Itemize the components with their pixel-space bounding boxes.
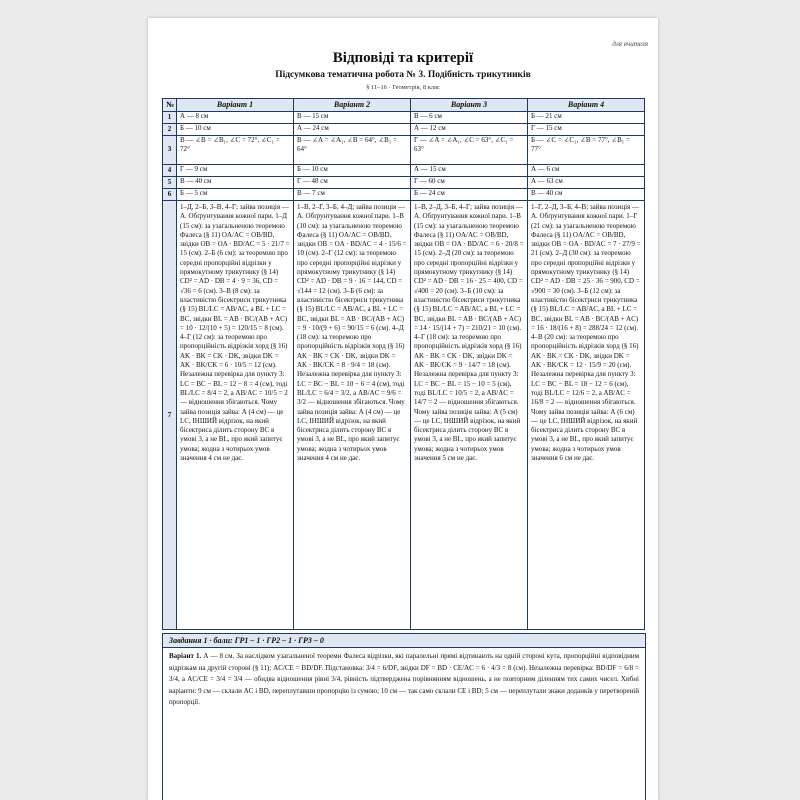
- row-number: 4: [163, 165, 177, 177]
- row-number: 7: [163, 201, 177, 630]
- page-meta: § 11–16 · Геометрія, 8 клас: [366, 84, 440, 91]
- criteria-box: [162, 633, 646, 800]
- answer-cell: Б — 10 см: [177, 124, 294, 136]
- answer-cell: В — 7 см: [294, 189, 411, 201]
- criteria-heading: Завдання 1 · бали: ГР1 – 1 · ГР2 – 1 · ГР3 – 0: [163, 634, 645, 648]
- page-title: Відповіді та критерії: [332, 50, 474, 66]
- answer-cell: Г — 48 см: [294, 177, 411, 189]
- criteria-text: А — 8 см. За наслідком узагальненої теореми Фалеса відрізки, які паралельні прямі відтинають на одній стороні кута, пропорційні відповідним відрізкам на другій стороні (§ 11): AC/CE = BD/DF. Підстановка: 3/4 = 6/DF, звідки DF = BD · CE/AC = 6 · 4/3 = 8 (см). Незалежна перевірка: BD/DF = 6/8 = 3/4, а AC/CE = 3/4 = 3/4 — обидва відношення рівні 3/4, рівність підтверджена порівнянням відношень, а не повторним діленням тих самих чисел. Хибні варіанти: 9 см — склали AC і BD, переплутавши пропорцію із сумою; 10 см — так само склали CE і BD; 5 см — переплутали знаки доданків у перетвореній пропорції.: [169, 652, 640, 706]
- answers-header-row: [163, 99, 645, 112]
- row-number: 2: [163, 124, 177, 136]
- answer-cell: Б — 24 см: [411, 189, 528, 201]
- answer-cell: В — 40 см: [177, 177, 294, 189]
- answer-cell: А — 6 см: [528, 165, 645, 177]
- answer-cell: Б — 10 см: [294, 165, 411, 177]
- answer-sheet-page: [148, 18, 658, 800]
- col-variant-1-header: Варіант 1: [177, 99, 294, 112]
- answer-cell: Г — 60 см: [411, 177, 528, 189]
- answer-cell: В — ∠B = ∠B₁, ∠C = 72°, ∠C₁ = 72°: [177, 136, 294, 165]
- answers-table: [162, 98, 645, 630]
- col-number-header: №: [163, 99, 177, 112]
- matching-solution-cell: [294, 201, 411, 630]
- col-variant-2-header: Варіант 2: [294, 99, 411, 112]
- matching-solution-text: 1–Д, 2–Б, 3–В, 4–Г; зайва позиція — А. Обґрунтування кожної пари. 1–Д (15 см): за узагальненою теоремою Фалеса (§ 11) OA/AC = OB/BD, звідки OB = OA · BD/AC = 5 · 21/7 = 15 (см). 2–Б (6 см): за теоремою про середні пропорційні відрізки у прямокутному трикутнику (§ 14) CD² = AD · DB = 4 · 9 = 36, CD = √36 = 6 (см). 3–В (8 см): за властивістю бісектриси трикутника (§ 15) BL/LC = AB/AC, а BL + LC = BC, звідки BL = AB · BC/(AB + AC) = 10 · 12/(10 + 5) = 120/15 = 8 (см). 4–Г (12 см): за теоремою про пропорційність відрізків хорд (§ 16) AK · BK = CK · DK, звідки DK = AK · BK/CK = 6 · 10/5 = 12 (см). Незалежна перевірка для пункту 3: LC = BC − BL = 12 − 8 = 4 (см), тоді BL/LC = 8/4 = 2, а AB/AC = 10/5 = 2 — відношення збігаються. Чому зайва позиція зайва: А (4 см) — це LC, ІНШИЙ відрізок, на який бісектриса ділить сторону BC в умові 3, а не BL, про який запитує умова; жодна з чотирьох умов значення 4 см не дає.: [180, 203, 290, 463]
- answer-cell: Б — 21 см: [528, 112, 645, 124]
- matching-solution-text: 1–Г, 2–Д, 3–Б, 4–В; зайва позиція — А. Обґрунтування кожної пари. 1–Г (21 см): за узагальненою теоремою Фалеса (§ 11) OA/AC = OB/BD, звідки OB = OA · BD/AC = 7 · 27/9 = 21 (см). 2–Д (30 см): за теоремою про середні пропорційні відрізки у прямокутному трикутнику (§ 14) CD² = AD · DB = 25 · 36 = 900, CD = √900 = 30 (см). 3–Б (12 см): за властивістю бісектриси трикутника (§ 15) BL/LC = AB/AC, а BL + LC = BC, звідки BL = AB · BC/(AB + AC) = 16 · 18/(16 + 8) = 288/24 = 12 (см). 4–В (20 см): за теоремою про пропорційність відрізків хорд (§ 16) AK · BK = CK · DK, звідки DK = AK · BK/CK = 12 · 15/9 = 20 (см). Незалежна перевірка для пункту 3: LC = BC − BL = 18 − 12 = 6 (см), тоді BL/LC = 12/6 = 2, а AB/AC = 16/8 = 2 — відношення збігаються. Чому зайва позиція зайва: А (6 см) — це LC, ІНШИЙ відрізок, на який бісектриса ділить сторону BC в умові 3, а не BL, про який запитує умова; жодна з чотирьох умов значення 6 см не дає.: [531, 203, 641, 463]
- row-number: 5: [163, 177, 177, 189]
- answer-cell: В — 15 см: [294, 112, 411, 124]
- table-row: [163, 112, 645, 124]
- answer-cell: А — 63 см: [528, 177, 645, 189]
- criteria-variant-label: Варіант 1.: [169, 652, 202, 660]
- answer-cell: В — ∠A = ∠A₁, ∠B = 64°, ∠B₁ = 64°: [294, 136, 411, 165]
- row-number: 6: [163, 189, 177, 201]
- answer-cell: Г — ∠A = ∠A₁, ∠C = 63°, ∠C₁ = 63°: [411, 136, 528, 165]
- answer-cell: А — 12 см: [411, 124, 528, 136]
- matching-solution-cell: [411, 201, 528, 630]
- criteria-body: [163, 648, 645, 712]
- answer-cell: Г — 15 см: [528, 124, 645, 136]
- answer-cell: А — 24 см: [294, 124, 411, 136]
- matching-solution-cell: [528, 201, 645, 630]
- answer-cell: Б — ∠C = ∠C₁, ∠B = 77°, ∠B₁ = 77°: [528, 136, 645, 165]
- matching-solution-text: 1–В, 2–Г, 3–Б, 4–Д; зайва позиція — А. Обґрунтування кожної пари. 1–В (10 см): за узагальненою теоремою Фалеса (§ 11) OA/AC = OB/BD, звідки OB = OA · BD/AC = 4 · 15/6 = 10 (см). 2–Г (12 см): за теоремою про середні пропорційні відрізки у прямокутному трикутнику (§ 14) CD² = AD · DB = 9 · 16 = 144, CD = √144 = 12 (см). 3–Б (6 см): за властивістю бісектриси трикутника (§ 15) BL/LC = AB/AC, а BL + LC = BC, звідки BL = AB · BC/(AB + AC) = 9 · 10/(9 + 6) = 90/15 = 6 (см). 4–Д (18 см): за теоремою про пропорційність відрізків хорд (§ 16) AK · BK = CK · DK, звідки DK = AK · BK/CK = 8 · 9/4 = 18 (см). Незалежна перевірка для пункту 3: LC = BC − BL = 10 − 6 = 4 (см), тоді BL/LC = 6/4 = 3/2, а AB/AC = 9/6 = 3/2 — відношення збігаються. Чому зайва позиція зайва: А (4 см) — це LC, ІНШИЙ відрізок, на який бісектриса ділить сторону BC в умові 3, а не BL, про який запитує умова; жодна з чотирьох умов значення 4 см не дає.: [297, 203, 407, 463]
- table-row: [163, 165, 645, 177]
- answer-cell: В — 40 см: [528, 189, 645, 201]
- matching-solution-text: 1–В, 2–Д, 3–Б, 4–Г; зайва позиція — А. Обґрунтування кожної пари. 1–В (15 см): за узагальненою теоремою Фалеса (§ 11) OA/AC = OB/BD, звідки OB = OA · BD/AC = 6 · 20/8 = 15 (см). 2–Д (20 см): за теоремою про середні пропорційні відрізки у прямокутному трикутнику (§ 14) CD² = AD · DB = 16 · 25 = 400, CD = √400 = 20 (см). 3–Б (10 см): за властивістю бісектриси трикутника (§ 15) BL/LC = AB/AC, а BL + LC = BC, звідки BL = AB · BC/(AB + AC) = 14 · 15/(14 + 7) = 210/21 = 10 (см). 4–Г (18 см): за теоремою про пропорційність відрізків хорд (§ 16) AK · BK = CK · DK, звідки DK = AK · BK/CK = 9 · 14/7 = 18 (см). Незалежна перевірка для пункту 3: LC = BC − BL = 15 − 10 = 5 (см), тоді BL/LC = 10/5 = 2, а AB/AC = 14/7 = 2 — відношення збігаються. Чому зайва позиція зайва: А (5 см) — це LC, ІНШИЙ відрізок, на який бісектриса ділить сторону BC в умові 3, а не BL, про який запитує умова; жодна з чотирьох умов значення 5 см не дає.: [414, 203, 524, 463]
- row-number: 1: [163, 112, 177, 124]
- answer-cell: В — 6 см: [411, 112, 528, 124]
- row-number: 3: [163, 136, 177, 165]
- table-row: [163, 201, 645, 630]
- col-variant-3-header: Варіант 3: [411, 99, 528, 112]
- audience-tag: для вчителя: [612, 40, 648, 48]
- matching-solution-cell: [177, 201, 294, 630]
- page-subtitle: Підсумкова тематична робота № 3. Подібність трикутників: [275, 70, 531, 80]
- answer-cell: Г — 9 см: [177, 165, 294, 177]
- answer-cell: Б — 5 см: [177, 189, 294, 201]
- table-row: [163, 189, 645, 201]
- table-row: [163, 177, 645, 189]
- table-row: [163, 136, 645, 165]
- col-variant-4-header: Варіант 4: [528, 99, 645, 112]
- answer-cell: А — 8 см: [177, 112, 294, 124]
- table-row: [163, 124, 645, 136]
- answer-cell: А — 15 см: [411, 165, 528, 177]
